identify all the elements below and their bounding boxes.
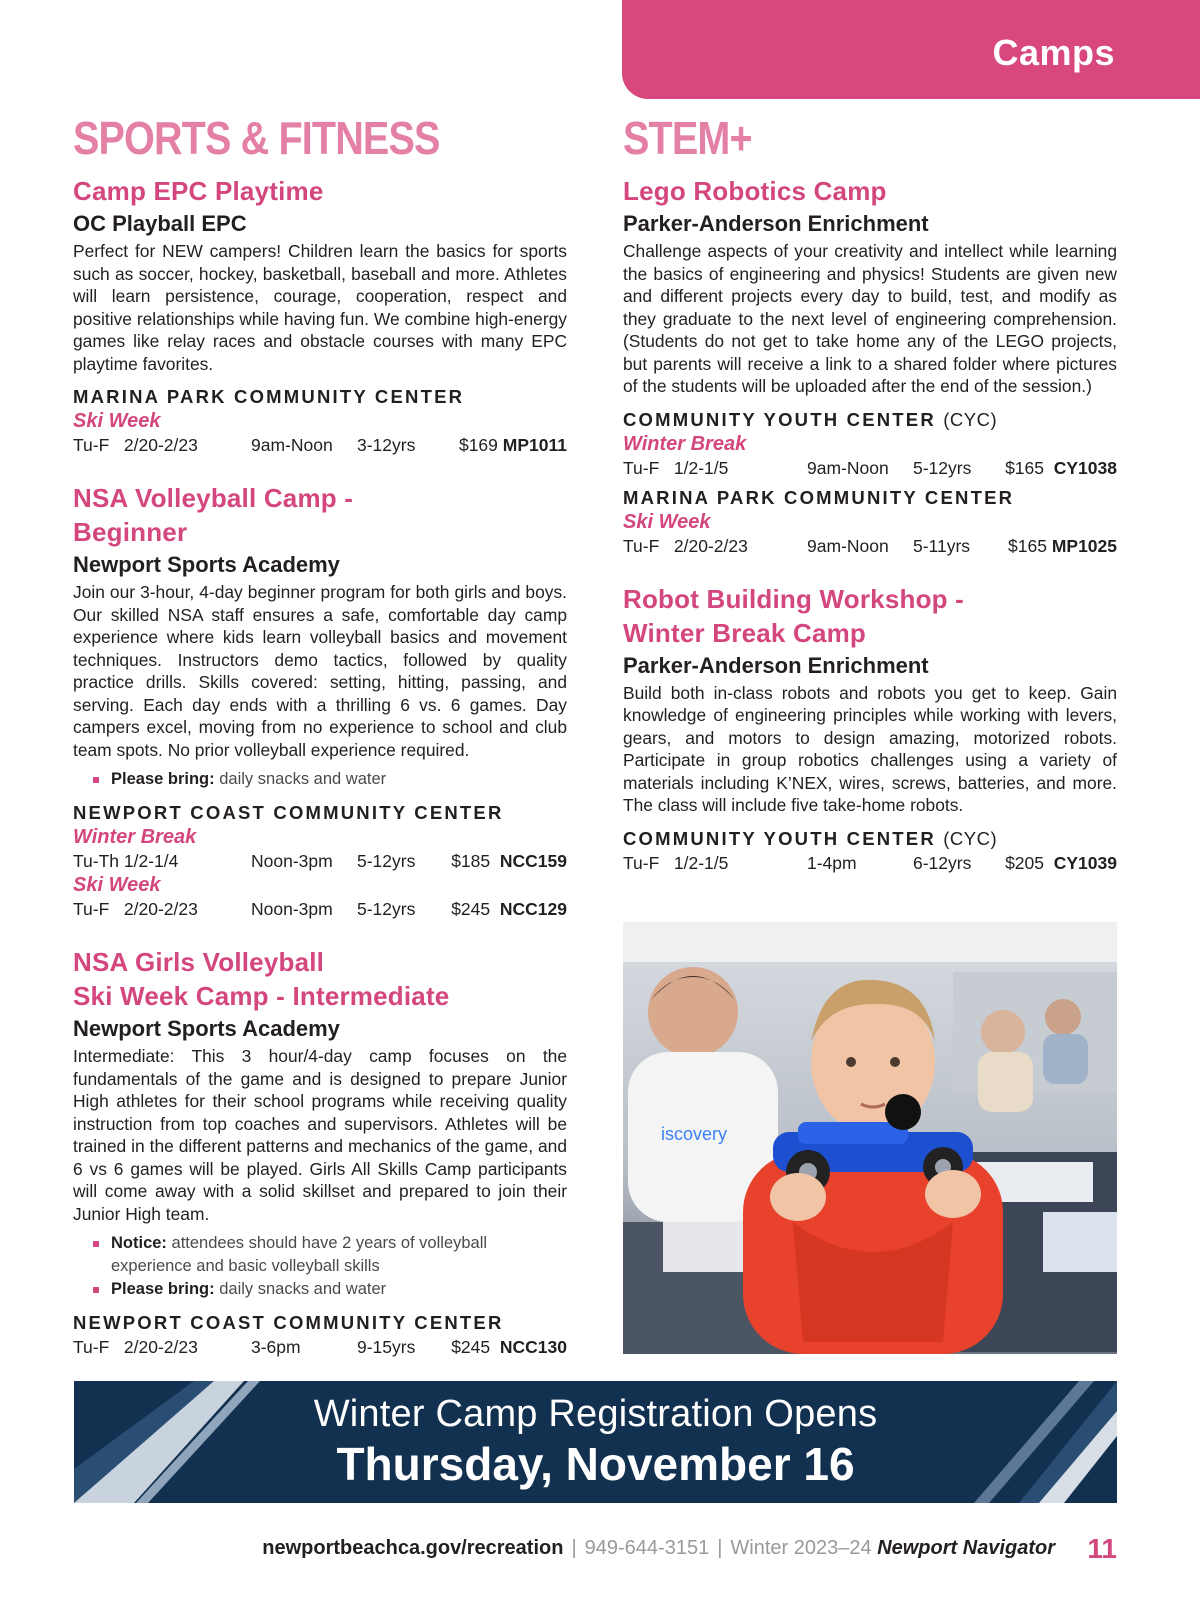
session-name: Ski Week xyxy=(73,410,161,432)
camp-nsa-volleyball-beginner xyxy=(73,481,567,921)
camp-title: Robot Building Workshop - Winter Break Camp xyxy=(623,583,965,648)
footer-url[interactable]: newportbeachca.gov/recreation xyxy=(262,1537,564,1559)
camp-title: Lego Robotics Camp xyxy=(623,176,887,206)
camp-location: NEWPORT COAST COMMUNITY CENTER xyxy=(73,802,504,823)
session-time: Noon-3pm xyxy=(251,899,333,919)
session-fee-code: $245 NCC130 xyxy=(451,1337,567,1357)
session-row xyxy=(623,456,1117,480)
camp-provider: Newport Sports Academy xyxy=(73,552,340,577)
camp-description: Intermediate: This 3 hour/4-day camp focuses on the fundamentals of the game and is designed to prepare Junior High athletes for their school programs while receiving quality instruction from top coaches and supervisors. Athletes will be trained in the different patterns and mechanics of the game, and 6 vs 6 games will be played. Girls All Skills Camp participants will come away with a solid skillset and prepared to join their Junior High team. xyxy=(73,1046,567,1224)
camp-notes xyxy=(93,1232,567,1301)
footer-publication: Newport Navigator xyxy=(877,1537,1055,1559)
shirt-text: iscovery xyxy=(661,1124,728,1144)
session-ages: 5-12yrs xyxy=(357,851,416,871)
camp-location: COMMUNITY YOUTH CENTER (CYC) xyxy=(623,827,998,849)
section-title-sports: SPORTS & FITNESS xyxy=(73,112,440,164)
camp-nsa-girls-volleyball xyxy=(73,945,567,1359)
page-footer xyxy=(0,1533,1200,1567)
camp-title: Camp EPC Playtime xyxy=(73,176,324,206)
footer-edition: Winter 2023–24 xyxy=(730,1537,872,1559)
session-row xyxy=(623,534,1117,558)
camp-location: NEWPORT COAST COMMUNITY CENTER xyxy=(73,1312,504,1333)
notice-note: Notice: attendees should have 2 years of volleyball experience and basic volleyball skills xyxy=(93,1232,567,1278)
bring-note: Please bring: daily snacks and water xyxy=(93,768,567,791)
session-name: Winter Break xyxy=(73,826,197,848)
footer-separator: | xyxy=(571,1537,577,1559)
session-fee-code: $165 CY1038 xyxy=(1005,457,1117,478)
camp-photo xyxy=(623,922,1117,1354)
session-ages: 9-15yrs xyxy=(357,1337,416,1357)
session-name: Winter Break xyxy=(623,432,747,455)
page-number: 11 xyxy=(1087,1533,1117,1564)
session-row xyxy=(623,851,1117,875)
session-name: Ski Week xyxy=(623,510,711,533)
camp-description: Challenge aspects of your creativity and intellect while learning the basics of engineering and physics! Students are given new and different projects every day to build, test, and modify as they graduate to the next level of engineering comprehension. (Students do not get to take home any of the LEGO projects, but parents will receive a link to a shared folder where pictures of the students will be uploaded after the end of the session.) xyxy=(623,241,1117,396)
session-time: 9am-Noon xyxy=(807,457,889,478)
camp-location: MARINA PARK COMMUNITY CENTER xyxy=(623,486,1015,508)
session-days-dates: Tu-F 2/20-2/23 xyxy=(73,435,198,455)
photo-illustration xyxy=(623,922,1117,1354)
banner-line-2: Thursday, November 16 xyxy=(336,1438,855,1490)
session-ages: 3-12yrs xyxy=(357,435,416,455)
camp-title: NSA Volleyball Camp - Beginner xyxy=(73,483,354,547)
session-time: 1-4pm xyxy=(807,852,857,873)
section-tab-label: Camps xyxy=(992,32,1115,73)
left-column xyxy=(73,110,567,1383)
session-ages: 5-12yrs xyxy=(357,899,416,919)
section-tab xyxy=(622,0,1200,99)
session-days-dates: Tu-F 2/20-2/23 xyxy=(73,899,198,919)
session-time: 9am-Noon xyxy=(807,535,889,556)
section-title-stem: STEM+ xyxy=(623,112,752,164)
right-column xyxy=(623,110,1117,899)
session-fee-code: $185 NCC159 xyxy=(451,851,567,871)
registration-banner xyxy=(74,1381,1117,1503)
session-time: 9am-Noon xyxy=(251,435,333,455)
session-days-dates: Tu-F 1/2-1/5 xyxy=(623,852,729,873)
camp-title: NSA Girls Volleyball Ski Week Camp - Intermediate xyxy=(73,947,450,1011)
footer-text xyxy=(262,1537,1055,1560)
camp-robot-building-workshop xyxy=(623,582,1117,875)
camp-description: Build both in-class robots and robots you get to keep. Gain knowledge of engineering principles while working with levers, gears, and motors to design amazing, motorized robots. Participate in group robotics challenges using a variety of materials including K’NEX, wires, screws, batteries, and more. The class will include five take-home robots. xyxy=(623,682,1117,815)
session-name: Ski Week xyxy=(73,874,161,896)
camp-description: Perfect for NEW campers! Children learn the basics for sports such as soccer, hockey, basketball, baseball and more. Athletes will learn persistence, courage, cooperation, respect and positive relationships while having fun. We combine high-energy games like relay races and obstacle courses with many EPC playtime favorites. xyxy=(73,241,567,374)
session-row xyxy=(73,849,567,873)
camp-provider: Newport Sports Academy xyxy=(73,1016,340,1041)
camp-provider: Parker-Anderson Enrichment xyxy=(623,652,929,678)
session-ages: 5-12yrs xyxy=(913,457,972,478)
camp-location: MARINA PARK COMMUNITY CENTER xyxy=(73,386,465,407)
session-ages: 5-11yrs xyxy=(913,535,971,556)
bring-note: Please bring: daily snacks and water xyxy=(93,1278,567,1301)
session-row xyxy=(73,1335,567,1359)
banner-line-1: Winter Camp Registration Opens xyxy=(313,1393,878,1435)
session-row xyxy=(73,897,567,921)
session-days-dates: Tu-Th 1/2-1/4 xyxy=(73,851,179,871)
camp-description: Join our 3-hour, 4-day beginner program for both girls and boys. Our skilled NSA staff ensures a safe, comfortable day camp experience where kids learn volleyball basics and movement techniques. Instructors demo tactics, followed by quality practice drills. Skills covered: setting, hitting, passing, and serving. Each day ends with a thrilling 6 vs. 6 games. Day campers excel, moving from no experience to school and club team spots. No prior volleyball experience required. xyxy=(73,582,567,760)
camp-provider: OC Playball EPC xyxy=(73,211,247,236)
camp-epc-playtime xyxy=(73,174,567,457)
camp-location: COMMUNITY YOUTH CENTER (CYC) xyxy=(623,408,998,430)
session-days-dates: Tu-F 2/20-2/23 xyxy=(623,535,748,556)
session-fee-code: $169 MP1011 xyxy=(458,435,567,455)
camp-lego-robotics xyxy=(623,174,1117,558)
footer-phone: 949-644-3151 xyxy=(584,1537,710,1559)
session-time: Noon-3pm xyxy=(251,851,333,871)
camp-notes xyxy=(93,768,567,791)
camp-provider: Parker-Anderson Enrichment xyxy=(623,211,929,236)
session-fee-code: $205 CY1039 xyxy=(1005,852,1117,873)
session-row xyxy=(73,433,567,457)
session-days-dates: Tu-F 2/20-2/23 xyxy=(73,1337,198,1357)
footer-separator: | xyxy=(717,1537,723,1559)
session-fee-code: $165 MP1025 xyxy=(1008,535,1117,556)
session-days-dates: Tu-F 1/2-1/5 xyxy=(623,457,729,478)
session-fee-code: $245 NCC129 xyxy=(451,899,567,919)
session-time: 3-6pm xyxy=(251,1337,301,1357)
session-ages: 6-12yrs xyxy=(913,852,972,873)
